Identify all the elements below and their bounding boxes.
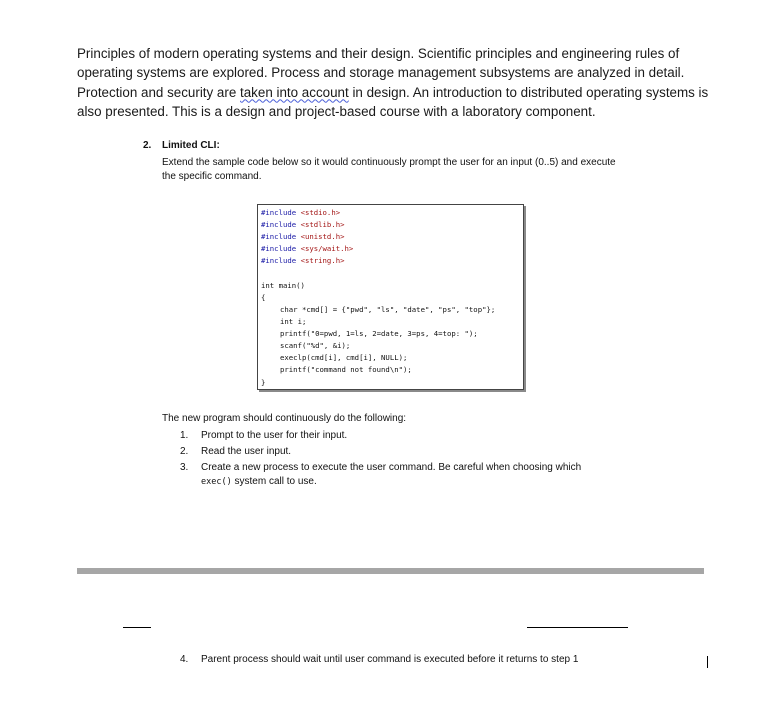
exec-code-inline: exec() <box>201 477 232 487</box>
code-close-brace: } <box>261 378 266 387</box>
code-include-line: #include <unistd.h> <box>261 232 345 241</box>
code-include-line: #include <string.h> <box>261 256 345 265</box>
spellcheck-flagged-phrase[interactable]: taken into account <box>240 84 349 100</box>
code-body-line: int i; <box>280 317 307 326</box>
code-body-line: scanf("%d", &i); <box>280 341 351 350</box>
code-main-signature: int main() <box>261 281 305 290</box>
code-body-line: printf("0=pwd, 1=ls, 2=date, 3=ps, 4=top: "); <box>280 329 478 338</box>
requirement-step-1: 1. Prompt to the user for their input. <box>180 430 348 441</box>
footer-rule-left <box>123 627 151 628</box>
requirements-intro: The new program should continuously do the following: <box>162 413 407 424</box>
requirement-step-2: 2. Read the user input. <box>180 446 292 457</box>
code-include-line: #include <stdlib.h> <box>261 220 345 229</box>
intro-text-before: Principles of modern operating systems and their design. Scientific principles and engineering rules of operating systems are explored. Process and storage management subsystems are analyzed in detail. Protection and security are <box>77 46 685 100</box>
requirement-step-3: 3. Create a new process to execute the user command. Be careful when choosing which exec() system call to use. <box>180 462 582 487</box>
code-include-line: #include <stdio.h> <box>261 208 341 217</box>
section-2-heading <box>143 140 220 151</box>
code-open-brace: { <box>261 293 266 302</box>
page-break-bar <box>77 568 704 574</box>
intro-text-after: in design. An introduction to distributed operating systems is also presented. This is a design and project-based course with a laboratory component. <box>77 84 709 119</box>
code-body-line: execlp(cmd[i], cmd[i], NULL); <box>280 353 408 362</box>
footer-rule-right <box>527 627 628 628</box>
code-body-line: char *cmd[] = {"pwd", "ls", "date", "ps", "top"}; <box>280 305 496 314</box>
intro-paragraph <box>77 44 717 121</box>
code-sample-box <box>257 204 524 390</box>
section-2-title: Limited CLI: <box>162 140 220 151</box>
section-2-number: 2. <box>143 140 152 151</box>
text-cursor-bar <box>707 656 708 668</box>
code-body-line: printf("command not found\n"); <box>280 365 412 374</box>
code-include-line: #include <sys/wait.h> <box>261 244 354 253</box>
requirement-step-4: 4. Parent process should wait until user command is executed before it returns to step 1 <box>180 654 579 665</box>
section-2-description: Extend the sample code below so it would continuously prompt the user for an input (0..5) and execute the specific command. <box>162 157 616 182</box>
